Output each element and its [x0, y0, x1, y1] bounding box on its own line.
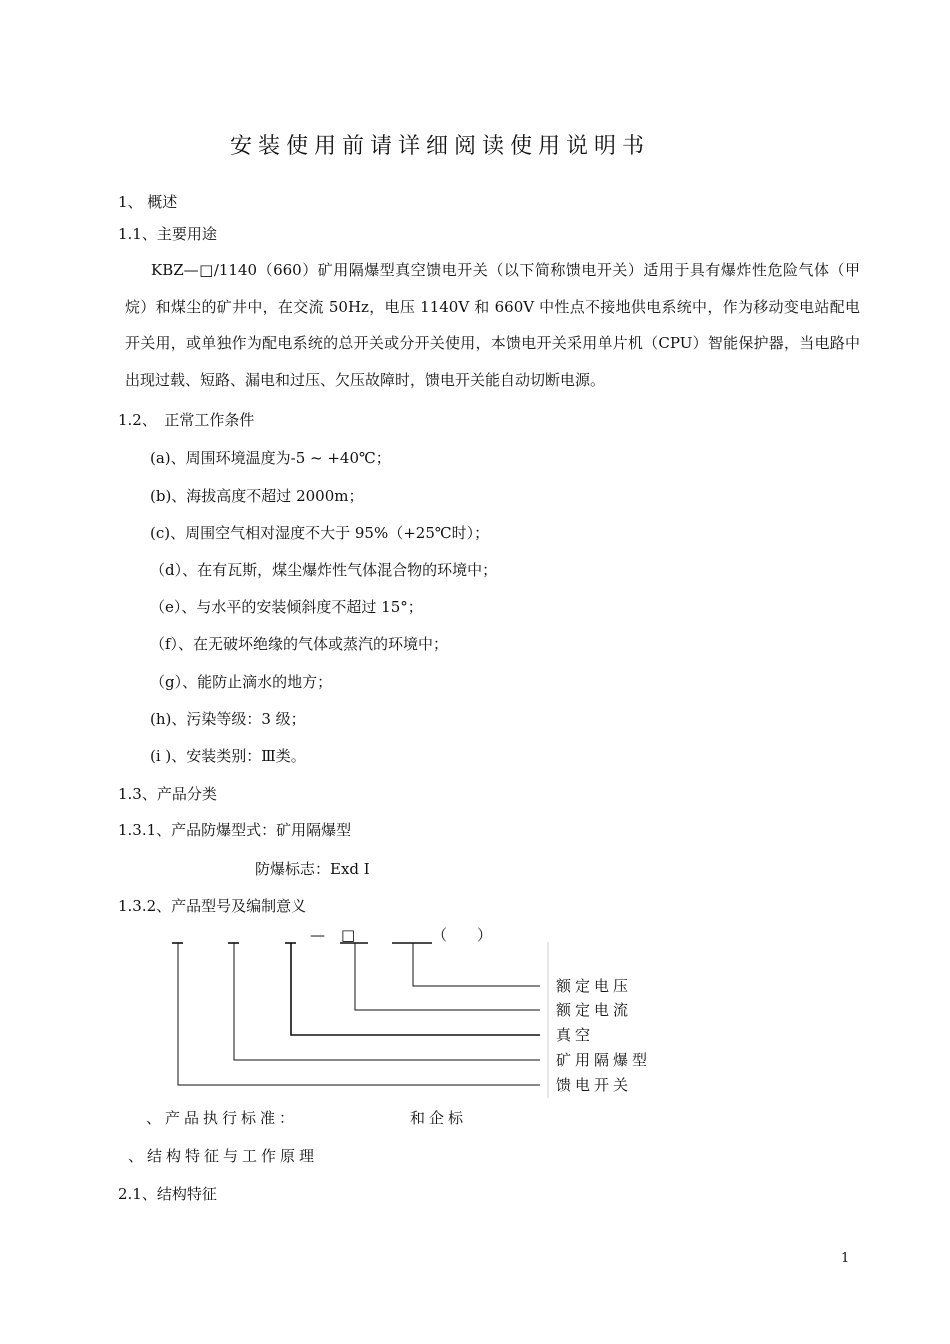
section-1-2-heading: 1.2、 正常工作条件 [118, 411, 255, 429]
leader-current [355, 943, 540, 1010]
diagram-label: 额定电压 [556, 977, 633, 995]
leader-explosion-proof [234, 943, 540, 1060]
condition-item: (b)、海拔高度不超过 2000m； [150, 487, 364, 505]
section-1-1-heading: 1.1、主要用途 [118, 225, 217, 243]
model-paren: （ ） [432, 926, 493, 944]
diagram-label: 真空 [556, 1026, 595, 1044]
intro-text: KBZ—□/1140（660）矿用隔爆型真空馈电开关（以下简称馈电开关）适用于具有爆炸性危险气体（甲烷）和煤尘的矿井中，在交流 50Hz，电压 1140V 和 660V 中性点不接地供电系统中，作为移动变电站配电开关用，或单独作为配电系统的总开关或分开关使用，本馈电开关采用单片机（CPU）智能保护器，当电路中出现过载、短路、漏电和过压、欠压故障时，馈电开关能自动切断电源。 [125, 261, 860, 389]
section-1-3-heading: 1.3、产品分类 [118, 785, 217, 803]
explosion-mark: 防爆标志：Exd Ⅰ [255, 860, 370, 878]
model-box: □ [341, 926, 356, 944]
leader-feeder-switch [178, 943, 540, 1085]
model-dash: — [310, 926, 325, 944]
section-1-3-2-heading: 1.3.2、产品型号及编制意义 [118, 897, 307, 915]
condition-item: （f）、在无破坏绝缘的气体或蒸汽的环境中； [150, 635, 449, 653]
condition-item: (a)、周围环境温度为-5 ~ +40℃； [150, 449, 391, 467]
section-2-heading: 、结构特征与工作原理 [128, 1147, 319, 1165]
page-number: 1 [841, 1251, 850, 1266]
diagram-label: 额定电流 [556, 1001, 633, 1019]
section-1-3-1-heading: 1.3.1、产品防爆型式：矿用隔爆型 [118, 821, 352, 839]
leader-voltage [413, 943, 540, 986]
standard-prefix: 、产品执行标准： [146, 1109, 299, 1127]
condition-item: (i )、安装类别：Ⅲ类。 [150, 747, 306, 765]
diagram-label: 矿用隔爆型 [556, 1051, 652, 1069]
condition-item: (h)、污染等级：3 级； [150, 710, 306, 728]
section-2-1-heading: 2.1、结构特征 [118, 1185, 217, 1203]
section-1-heading: 1、 概述 [118, 193, 178, 211]
condition-item: （g）、能防止滴水的地方； [150, 673, 333, 691]
leader-vacuum [291, 943, 540, 1035]
condition-item: (c)、周围空气相对湿度不大于 95%（+25℃时）； [150, 524, 490, 542]
diagram-label: 馈电开关 [556, 1076, 633, 1094]
condition-item: （e）、与水平的安装倾斜度不超过 15°； [150, 598, 423, 616]
standard-suffix: 和企标 [410, 1109, 468, 1127]
page-title: 安装使用前请详细阅读使用说明书 [230, 134, 651, 159]
condition-item: （d）、在有瓦斯，煤尘爆炸性气体混合物的环境中； [150, 561, 498, 579]
